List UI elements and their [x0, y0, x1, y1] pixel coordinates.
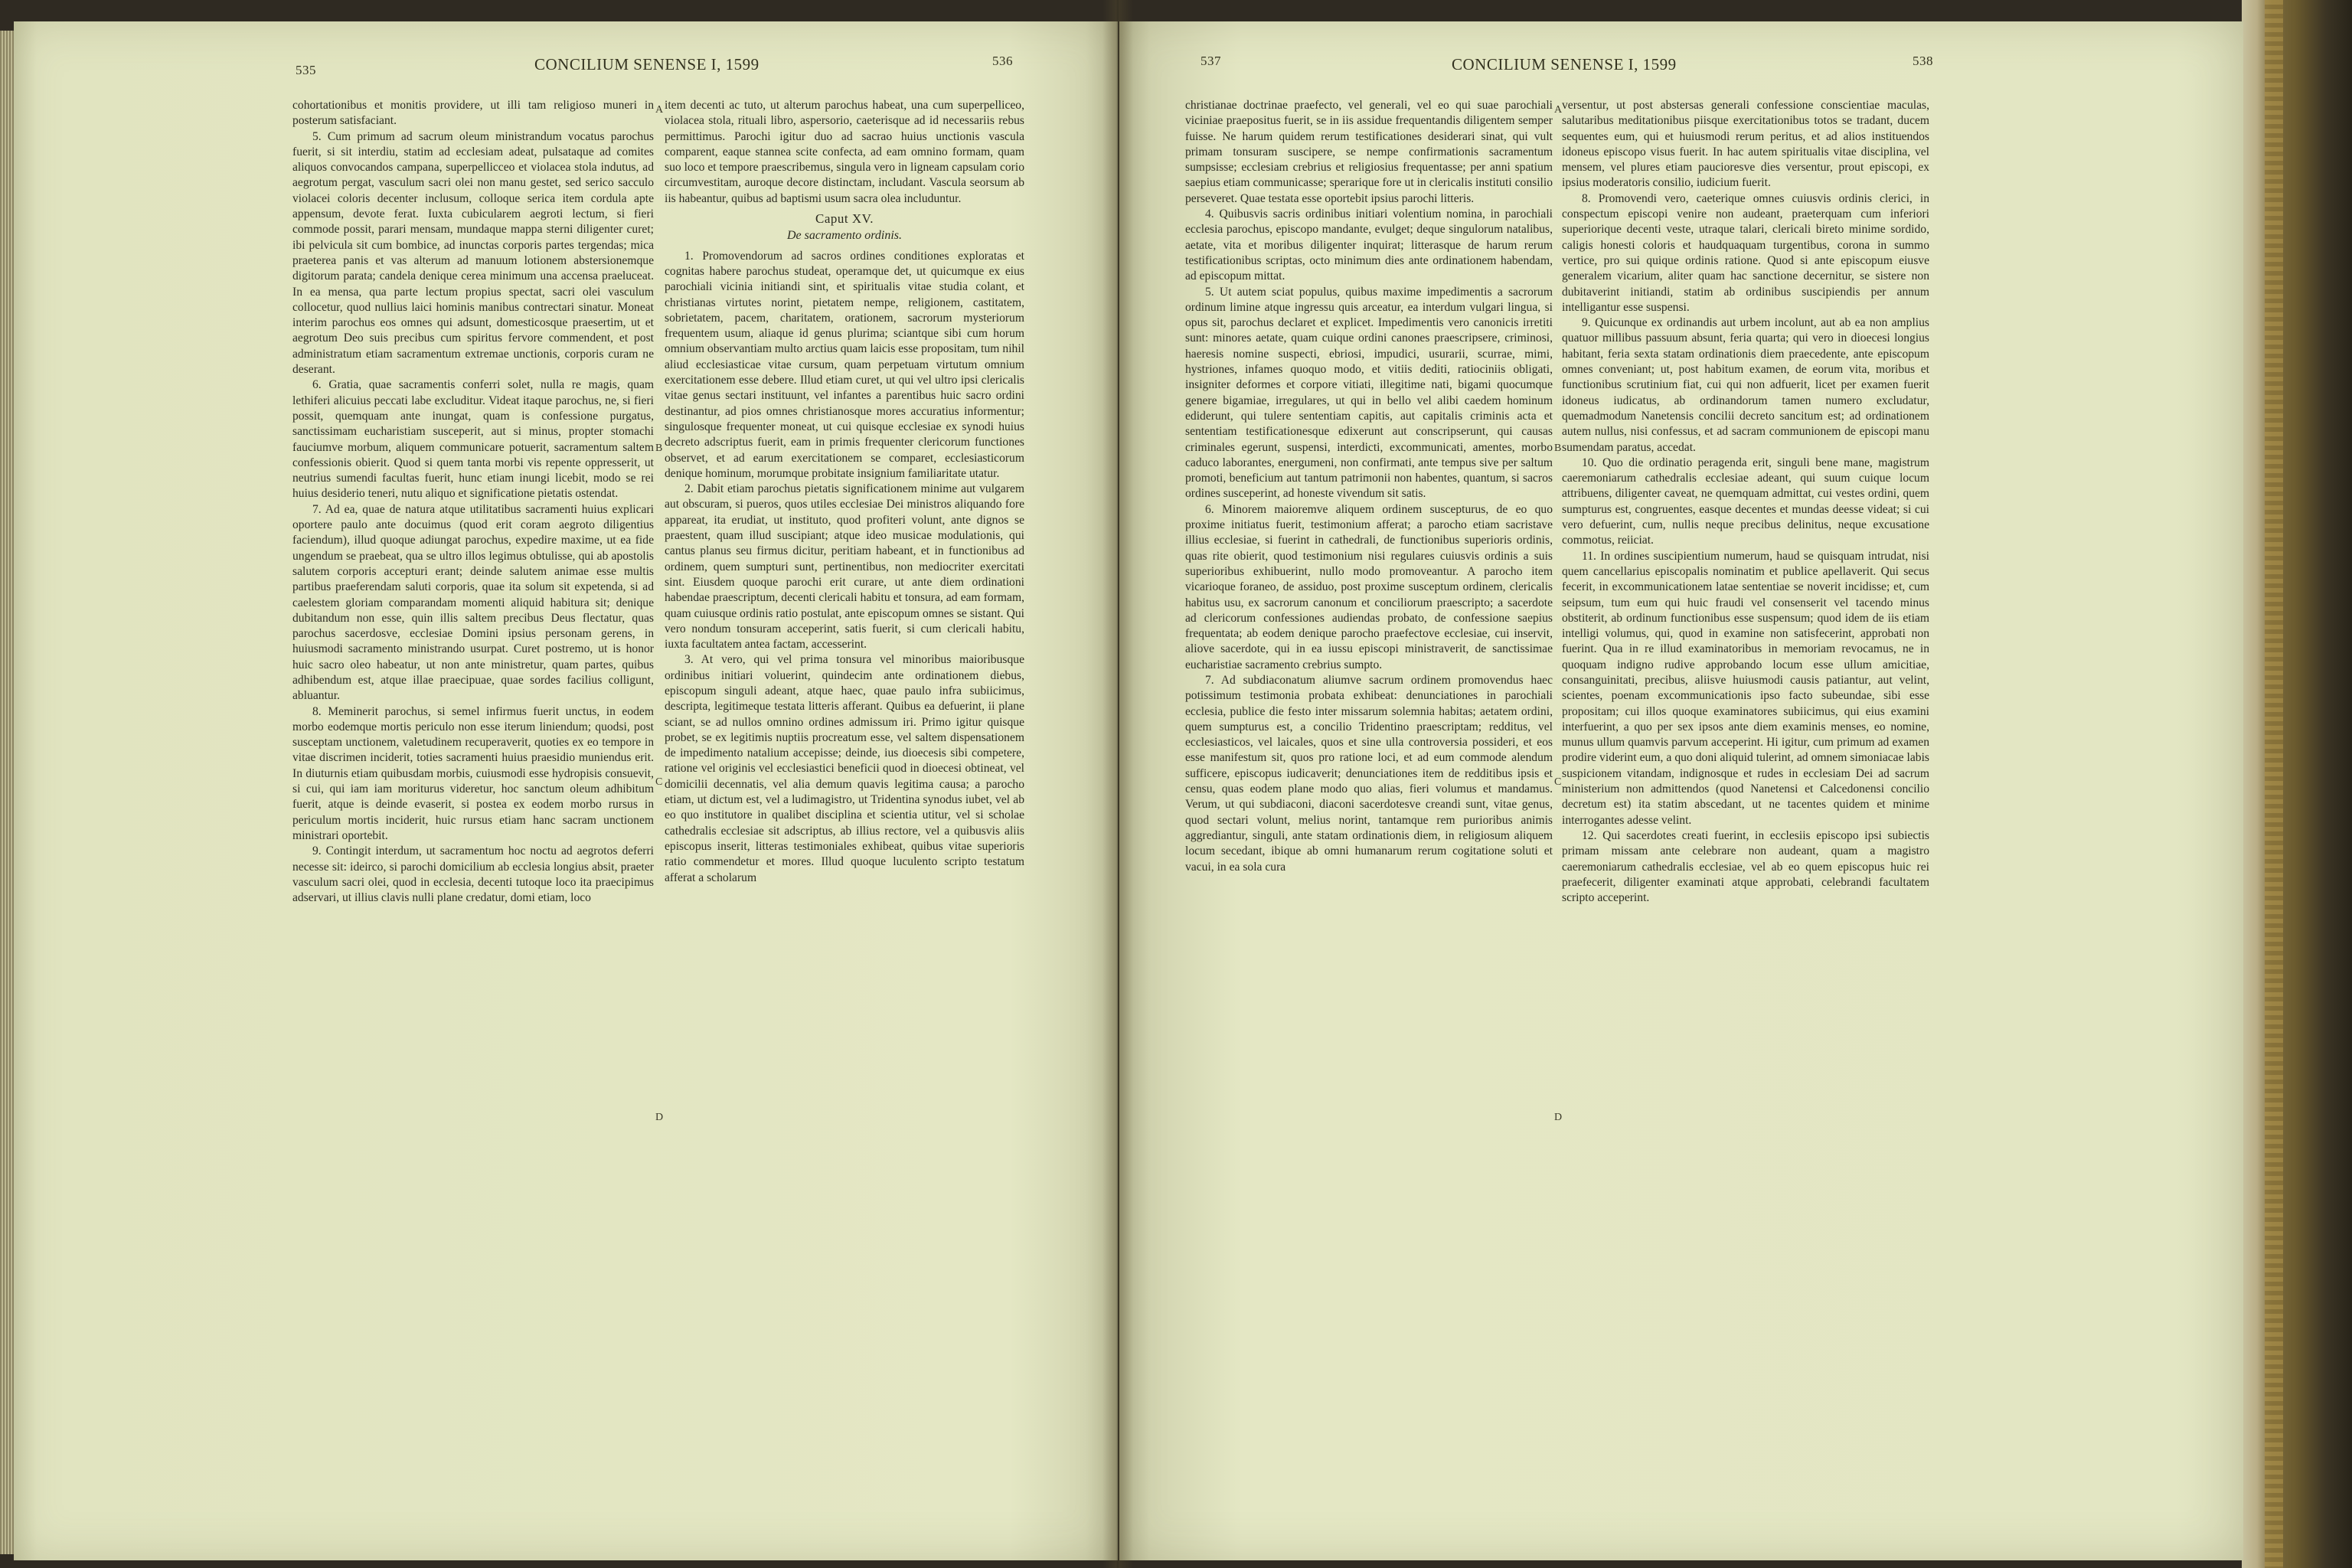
section-marker: C	[655, 776, 663, 788]
left-page-column-1	[292, 98, 654, 906]
section-marker: D	[1554, 1112, 1563, 1123]
paragraph: 7. Ad ea, quae de natura atque utilitatibus sacramenti huius explicari oportere paulo ante docuimus (quod erit coram aegroto diligentius faciendum), illud quoque adiungat parochus, expedire maxime, ut ea fide ungendum se praebeat, qua se ultro illos legimus obtulisse, qui ab apostolis salutem corporis accepturi erant; deinde salutem animae esse multis partibus praeferendam saluti corporis, quae ita solum sit expetenda, si ad caelestem gloriam comparandam momenti aliquid habitura sit; denique dubitandum non esse, quin illis saltem precibus Deus flectatur, quas parochus sacerdosve, ecclesiae Domini ipsius personam gerens, in huiusmodi sacramento ministrando usurpat. Curet postremo, ut is honor huic sacro oleo habeatur, ut non ante ministretur, quam partes, quibus adhibendum est, atque illae praecipuae, quae sordes facilius colligunt, abluantur.	[292, 502, 654, 703]
paragraph: 3. At vero, qui vel prima tonsura vel minoribus maioribusque ordinibus initiari voluerint, quindecim ante ordinationem diebus, episcopum singuli adeant, atque haec, quae paulo infra subiicimus, descripta, legitimeque testata litteris afferant. Quibus ea defuerint, ii plane sciant, se ad nullos omnino ordines admissum iri. Primo igitur quisque probet, se ex legitimis nuptiis procreatum esse, vel saltem dispensationem de impedimento natalium accepisse; deinde, ius dioecesis sibi competere, ratione vel originis vel ecclesiastici beneficii quod in dioecesi obtineat, vel domicilii decennatis, vel alia demum quavis legitima causa; a parocho etiam, ut dictum est, vel a ludimagistro, ut Tridentina synodus iubet, vel ab eo quo institutore in qualibet disciplina et scientia utitur, vel si scholae cathedralis ecclesiae sit adscriptus, ab illius rectore, vel a quibusvis aliis episcopus inserit, litteras testimoniales exhibeat, quibus vitae superioris ratio commendetur et mores. Illud quoque luculento scripto testatum afferat a scholarum	[665, 653, 1024, 884]
section-marker: C	[1554, 776, 1562, 788]
paragraph: 9. Contingit interdum, ut sacramentum hoc noctu ad aegrotos deferri necesse sit: ideirco, si parochi domicilium ab ecclesia longius absit, praeter vasculum sacri olei, quod in ecclesia, decenti tutoque loco ita praecipimus adservari, ut illius clavis nulli plane credatur, domi etiam, loco	[292, 844, 654, 905]
section-marker: A	[655, 104, 664, 116]
paragraph: 8. Promovendi vero, caeterique omnes cuiusvis ordinis clerici, in conspectum episcopi venire non audeant, praeterquam cum inferiori superiorique decenti veste, utraque talari, clericali bireto minime sordido, caligis honesti coloris et haudquaquam turgentibus, corona in summo vertice, pro sui quique ordinis ratione. Quod si ante episcopum eiusve generalem vicarium, aliter quam hac sanctione decernitur, se sistere non dubitaverint initiandi, statim ab ordinibus suscipiendis per annum intelligantur esse suspensi.	[1562, 191, 1929, 314]
page-number: 538	[1913, 54, 1933, 68]
paragraph: 4. Quibusvis sacris ordinibus initiari volentium nomina, in parochiali ecclesia parochus, episcopo mandante, evulget; deque singulorum natalibus, aetate, vita et moribus diligenter inquirat; litterasque de harum rerum testificationibus scriptas, octo minimum dies ante ordinationem habendam, ad episcopum mittat.	[1185, 207, 1553, 283]
paragraph: 8. Meminerit parochus, si semel infirmus fuerit unctus, in eodem morbo eodemque mortis periculo non esse iterum liniendum; quodsi, post susceptam unctionem, valetudinem recuperaverit, quoties ex eo tempore in vitae discrimen inciderit, toties sacramenti huius praesidio muniendus erit. In diuturnis etiam quibusdam morbis, cuiusmodi esse hydropisis consuevit, si cui, qui iam iam moriturus videretur, hoc sanctum oleum adhibitum fuerit, atque is deinde evaserit, si postea ex eodem morbo rursus in periculum mortis inciderit, huic rursus etiam hanc sacram unctionem ministrari oportebit.	[292, 704, 654, 842]
paragraph: 6. Gratia, quae sacramentis conferri solet, nulla re magis, quam lethiferi alicuius peccati labe excluditur. Videat itaque parochus, ne, si fieri possit, quemquam ante inungat, quam is confessione purgatus, sanctissimam eucharistiam susceperit, aut si minus, propter stomachi fauciumve morbum, aliquem communicare potuerit, sacramentum saltem confessionis obierit. Quod si quem tanta morbi vis repente oppresserit, ut neutrius sumendi facultas fuerit, hunc etiam inungi licebit, modo se rei huius desiderio teneri, nutu aliquo et significatione pietatis ostendat.	[292, 378, 654, 501]
paragraph: cohortationibus et monitis providere, ut illi tam religioso muneri in posterum satisfaciant.	[292, 99, 654, 128]
paragraph: item decenti ac tuto, ut alterum parochus habeat, una cum superpelliceo, violacea stola, rituali libro, aspersorio, caeterisque ad id necessariis rebus permittimus. Parochi igitur duo ad sacrao huius unctionis vascula comparent, eaque stannea scite confecta, ad eam omnino formam, quam suo loco et tempore praescribemus, singula vero in ligneam capsulam corio circumvestitam, auroque decore distinctam, includant. Vascula seorsum ab iis habeantur, quibus ad baptismi usum sacra olea includuntur.	[665, 99, 1024, 205]
page-number: 535	[296, 63, 316, 77]
paragraph: 1. Promovendorum ad sacros ordines conditiones exploratas et cognitas habere parochus studeat, operamque det, ut quicumque ex eius parochiali vicinia initiandi sint, et spiritualis vitae studia colant, et christianas virtutes norint, pietatem nempe, religionem, castitatem, sobrietatem, pacem, charitatem, orationem, sacrorum mysteriorum frequentem usum, aliaque id genus plurima; sciantque sibi cum horum omnium observantiam multo arctius quam laicis esse propositam, tum nihil aliud ecclesiasticae vitae cursum, quam perpetuam virtutum omnium exercitationem esse debere. Illud etiam curet, ut qui vel ultro ipsi clericalis vitae genus sectari instituunt, vel infantes a parentibus huic sacro ordini destinantur, ad pios omnes christianosque mores accuratius informentur; singulosque frequenter moneat, ut cui quisque ecclesiae ex synodi huius decreto adscriptus fuerit, eam in primis frequenter clericorum functiones observet, et ad earum exercitationem se comparet, ecclesiasticorum denique hominum, morumque probitate insignium familiaritate utatur.	[665, 249, 1024, 480]
chapter-subtitle: De sacramento ordinis.	[786, 229, 903, 243]
paragraph: christianae doctrinae praefecto, vel generali, vel eo qui suae parochiali viciniae praepositus fuerit, se in iis assidue frequentandis diligentem semper fuisse. Ne harum quidem rerum testificationes desiderari sinat, qui vult primam tonsuram suscipere, se nempe confirmationis sacramentum sumpsisse; ecclesiam crebrius et religiosius frequentasse; per anni spatium saepius etiam communicasse; sperarique fore ut in clericalis instituti consilio perseveret. Quae testata esse oportebit ipsius parochi litteris.	[1185, 99, 1553, 205]
page-number: 536	[992, 54, 1013, 68]
left-page-column-2	[665, 98, 1024, 886]
page-number: 537	[1200, 54, 1221, 68]
paragraph: 5. Ut autem sciat populus, quibus maxime impedimentis a sacrorum ordinum limine atque ingressu quis arceatur, ea interdum vulgari lingua, si opus sit, parochus declaret et explicet. Impedimentis vero canonicis irretiti sunt: minores aetate, quam cuique ordini canones praescripsere, criminosi, haeresis nomine suspecti, ebriosi, impudici, usurarii, scurrae, mimi, hystriones, infames quoquo modo, et vitiis dediti, ratiociniis obligati, insigniter deformes et corpore vitiati, illegitime nati, bigami quocumque genere bigamiae, irregulares, ut qui in bello vel alibi caedem hominum ediderunt, qui tulere sententiam capitis, aut capitalis criminis acta et sententiam testificationesque edixerunt aut conscripserunt, qui causas criminales egerunt, suspensi, interdicti, excommunicati, amentes, morbo caduco laborantes, energumeni, non confirmati, ante tempus sive per saltum promoti, beneficium aut tantum patrimonii non habentes, quantum, si sacros ordines susceperint, ad honeste vivendum sit satis.	[1185, 285, 1553, 501]
paragraph: 7. Ad subdiaconatum aliumve sacrum ordinem promovendus haec potissimum testimonia probata exhibeat: denunciationes in parochiali ecclesia, publice die festo inter missarum solemnia habitas; aetatem ordini, quem sumpturus est, a concilio Tridentino praescriptam; redditus, vel ecclesiasticos, vel laicales, quos et sine ulla controversia possideri, et eos esse manifestum sit, quos pro ratione loci, et ad eum commode alendum sufficere, episcopus iudicaverit; denunciationes item de redditibus ipsis et censu, quas eodem plane modo quo alias, fieri volumus et mandamus. Verum, ut qui subdiaconi, diaconi sacerdotesve creandi sunt, vitae genus, quod sectari volunt, melius norint, tantamque rem purioribus animis aggrediantur, singuli, ante statam ordinationis diem, in religiosum aliquem locum secedant, ibique ab omni humanarum rerum cogitatione soluti et vacui, in ea sola cura	[1185, 673, 1553, 874]
section-marker: B	[1554, 443, 1562, 454]
section-marker: B	[655, 443, 663, 454]
paragraph: 10. Quo die ordinatio peragenda erit, singuli bene mane, magistrum caeremoniarum cathedralis ecclesiae adeant, qui suum cuique locum attribuens, diligenter caveat, ne quemquam admittat, cui vestes ordini, quem sumpturus est, congruentes, easque decentes et mundas deesse videat; si cui vero defuerint, cum, nullis neque precibus delinitus, neque excusatione commotus, reiiciat.	[1562, 456, 1929, 547]
paragraph: 5. Cum primum ad sacrum oleum ministrandum vocatus parochus fuerit, si sit interdiu, statim ad ecclesiam adeat, pulsataque ad comites aliquos convocandos campana, superpellicceo et violacea stola indutus, ad aegrotum pergat, vasculum sacri olei non manu gestet, sed serico sacculo violacei coloris decenter inclusum, colloque serica item cordula apte appensum, devote ferat. Iuxta cubicularem aegroti lectum, si fieri commode possit, parari mensam, mundaque mappa sterni diligenter curet; ibi pelvicula sit cum bombice, ad inunctas corporis partes tergendas; mica praeterea panis et vas alterum ad manuum lotionem abstersionemque digitorum parata; candela denique cerea minimum una accensa praeluceat. In ea mensa, qua parte lectum propius spectat, sacri olei vasculum collocetur, quod nullius laici hominis manibus contrectari sinatur. Moneat interim parochus eos omnes qui adsunt, domesticosque praesertim, ut et aegrotum Deo suis precibus cum spiritus fervore commendent, et post administratum etiam sacramentum extremae unctionis, corporis curam ne deserant.	[292, 129, 654, 377]
paragraph: 6. Minorem maioremve aliquem ordinem suscepturus, de eo quo proxime initiatus fuerit, testimonium afferat; a parocho etiam sacristave illius ecclesiae, si fuerint in cathedrali, de functionibus superioris ordinis, quas rite obierit, quod testimonium nisi regulares cuiusvis ordinis a suis superioribus exhibuerint, nullo modo promoveantur. A parocho item vicarioque foraneo, de assiduo, post proxime susceptum ordinem, clericalis habitus usu, ex sacrorum canonum et conciliorum praescripto; a sacerdote ad clericorum confessiones audiendas probato, de confessione saepius frequentata; ab eodem denique parocho praefectove ecclesiae, cui inservit, aliove sacerdote, qui in ea iussu episcopi ministraverit, de sanctissimae eucharistiae sacramento crebrius sumpto.	[1185, 502, 1553, 671]
ribbon-strip	[2265, 0, 2283, 1568]
paragraph: 12. Qui sacerdotes creati fuerint, in ecclesiis episcopo ipsi subiectis primam missam ante celebrare non audeant, quam a magistro caeremoniarum cathedralis ecclesiae, vel ab eo quem episcopus huic rei praefecerit, diligenter examinati atque approbati, celebrandi facultatem scripto acceperint.	[1562, 828, 1929, 905]
running-title: CONCILIUM SENENSE I, 1599	[534, 55, 760, 74]
paragraph: versentur, ut post abstersas generali confessione conscientiae maculas, salutaribus meditationibus piisque exercitationibus totos se tradant, ducem sequentes eum, qui et huiusmodi rerum peritus, et ad alios instituendos idoneus episcopo visus fuerit. In hac autem spiritualis vitae disciplina, vel mensem, vel plures etiam paucioresve dies versentur, prout episcopi, ex ipsius moderatoris consilio, iudicium fuerit.	[1562, 99, 1929, 190]
section-marker: A	[1554, 104, 1563, 116]
paragraph: 11. In ordines suscipientium numerum, haud se quisquam intrudat, nisi quem cancellarius episcopalis nominatim et publice apellaverit. Qui secus fecerit, in excommunicationem latae sententiae se noverit incidisse; et, cum seipsum, tum eum qui huic fraudi vel consenserit vel tacendo minus obstiterit, ab ordinum functionibus esse suspensum; quod idem de iis etiam intelligi volumus, qui, quod in examine non satisfecerint, approbati non fuerint. Qua in re illud examinatoribus in memoriam revocamus, ne in quoquam indigno rudive approbando locum esse ullum amicitiae, consanguinitati, precibus, aliisve huiusmodi causis patiantur, aut velint, scientes, poenam excommunicationis ipso facto subeundae, sibi esse propositam; cui illos quoque examinatores subiicimus, qui eius examini interfuerint, a quo per sex ipsos ante diem examinis menses, eo nomine, munus ullum quamvis parvum acceperint. Hi igitur, cum primum ad examen prodire viderint eum, a quo doni aliquid tulerint, ad omnem simoniacae labis suspicionem vitandam, indignosque et rudes in ecclesiam Dei ad sacrum ministerium non admittendos (quod Nanetensi et Calcedonensi concilio decretum est) ita statim abscedant, ut ne tacentes quidem et minime interrogantes adesse velint.	[1562, 549, 1929, 827]
gutter	[1102, 0, 1133, 1568]
book-cover-edge	[2242, 0, 2352, 1568]
right-page-column-2	[1562, 98, 1929, 906]
paragraph: 2. Dabit etiam parochus pietatis significationem minime aut vulgarem aut obscuram, si pueros, quos utiles ecclesiae Dei ministros aliquando fore appareat, ita erudiat, ut instituto, quod profiteri volunt, ante dignos se praestent, quam illud suscipiant; atque ideo musicae modulationis, qui cantus planus seu firmus dicitur, peritiam habeant, et in functionibus ad ordinem, quem sumpturi sunt, pertinentibus, non mediocriter exercitati sint. Eiusdem quoque parochi erit curare, ut ante diem ordinationi habendae praescriptum, decenti clericali habitu et tonsura, ad eam formam, quam cuiusque ordinis ratio postulat, ante episcopum omnes se sistant. Qui vero nondum tonsuram acceperint, satis fuerit, si cum clericali habitu, iuxta facultatem antea factam, accesserint.	[665, 482, 1024, 652]
right-page-column-1	[1185, 98, 1553, 875]
chapter-heading: Caput XV.	[815, 211, 874, 227]
section-marker: D	[655, 1112, 664, 1123]
running-title: CONCILIUM SENENSE I, 1599	[1452, 55, 1677, 74]
paragraph: 9. Quicunque ex ordinandis aut urbem incolunt, aut ab ea non amplius quatuor millibus passuum absunt, feria quarta; qui vero in dioecesi longius habitant, feria sexta statam ordinationis diem praecedente, ante episcopum omnes conveniant; ut, post habitum examen, de eorum vita, moribus et functionibus scrutinium fiat, cui qui non adfuerit, licet per examen fuerit idoneus iudicatus, ab ordinandorum tamen numero excludatur, quemadmodum Nanetensis concilii decreto sancitum est; ad ordinationem autem nullus, nisi confessus, et ad sacram communionem de episcopi manu sumendam paratus, accedat.	[1562, 316, 1929, 454]
